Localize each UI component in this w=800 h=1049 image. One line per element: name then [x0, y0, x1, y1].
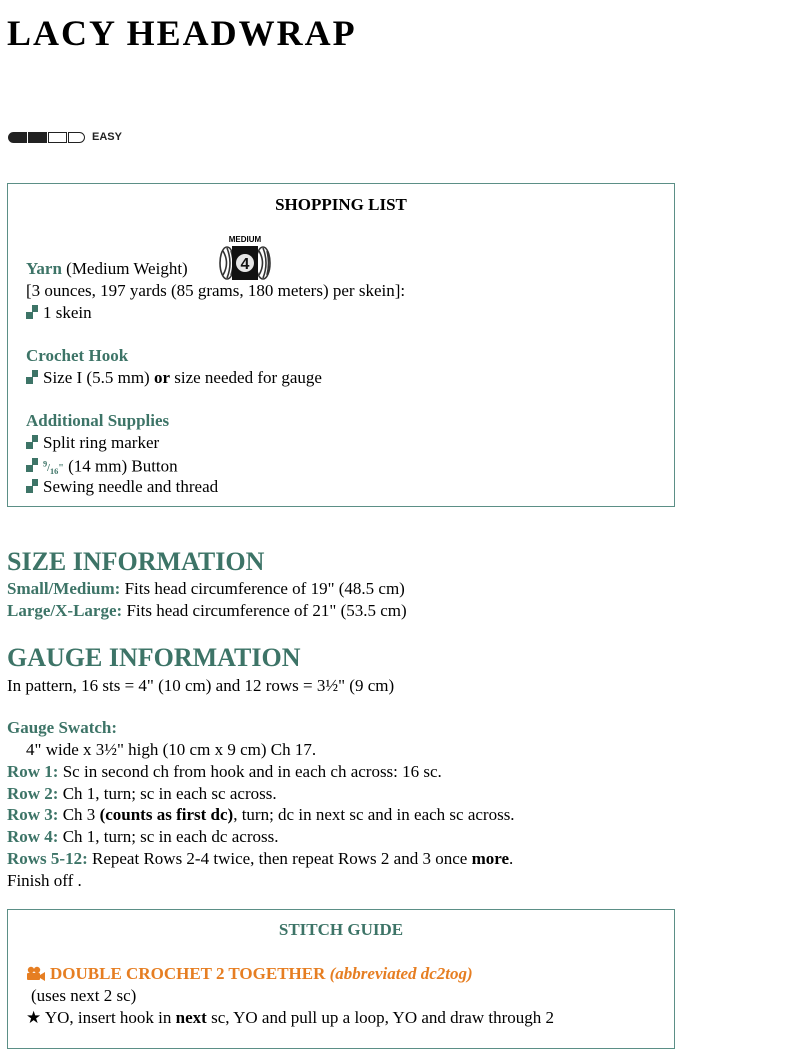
size-large-label: Large/X-Large:: [7, 601, 123, 620]
page-title: LACY HEADWRAP: [7, 13, 357, 53]
gauge-row-1: [7, 761, 442, 783]
row-label: Row 4:: [7, 827, 59, 846]
size-small-medium: [7, 578, 405, 600]
skill-level-indicator: [8, 131, 122, 143]
gauge-pattern-text: In pattern, 16 sts = 4" (10 cm) and 12 rows = 3½" (9 cm): [7, 676, 395, 695]
row-text: Repeat Rows 2-4 twice, then repeat Rows 2 and 3 once: [92, 849, 468, 868]
stitch-guide-heading: STITCH GUIDE: [278, 920, 404, 939]
button-fraction: $^9/_{16}$": [43, 460, 64, 477]
medium-weight-yarn-icon: [218, 235, 272, 283]
yarn-label: Yarn: [26, 259, 62, 278]
gauge-swatch-label: Gauge Swatch:: [7, 718, 118, 737]
step-text: ★ YO, insert hook in: [26, 1008, 172, 1027]
step-text: sc, YO and pull up a loop, YO and draw through 2: [211, 1008, 555, 1027]
yarn-symbol-number: 4: [240, 256, 250, 273]
gauge-information-heading: GAUGE INFORMATION: [7, 643, 301, 672]
dc2tog-step: [26, 1007, 554, 1029]
dc2tog-title: DOUBLE CROCHET 2 TOGETHER: [50, 964, 326, 983]
row-label: Row 3:: [7, 805, 59, 824]
skill-level-label: EASY: [92, 131, 122, 143]
dc2tog-abbreviation: (abbreviated dc2tog): [329, 964, 473, 983]
gauge-row-3: [7, 804, 515, 826]
square-bullet-icon: [26, 435, 38, 449]
video-camera-icon: [26, 966, 46, 981]
additional-supplies-label: Additional Supplies: [26, 411, 170, 430]
step-text-bold: next: [175, 1008, 207, 1027]
yarn-symbol-label: MEDIUM: [228, 235, 262, 244]
skill-level-segment-filled: [8, 132, 27, 143]
yarn-detail: [3 ounces, 197 yards (85 grams, 180 meters) per skein]:: [26, 281, 406, 300]
supply-sewing-needle: Sewing needle and thread: [43, 477, 219, 496]
supply-item: [26, 432, 159, 454]
row-label: Row 2:: [7, 784, 59, 803]
row-text: Ch 1, turn; sc in each sc across.: [62, 784, 277, 803]
size-large-text: Fits head circumference of 21" (53.5 cm): [126, 601, 407, 620]
row-text-bold: (counts as first dc): [99, 805, 234, 824]
stitch-guide-box: [7, 909, 675, 1049]
yarn-line: [26, 258, 188, 280]
row-label: Row 1:: [7, 762, 59, 781]
size-small-text: Fits head circumference of 19" (48.5 cm): [124, 579, 405, 598]
row-text: Ch 1, turn; sc in each dc across.: [62, 827, 279, 846]
crochet-hook-label: Crochet Hook: [26, 346, 129, 365]
skill-level-segment-empty: [68, 132, 85, 143]
crochet-hook-item: [26, 367, 322, 389]
row-label: Rows 5-12:: [7, 849, 88, 868]
row-text: , turn; dc in next sc and in each sc across.: [233, 805, 515, 824]
square-bullet-icon: [26, 479, 38, 493]
yarn-quantity-item: [26, 302, 92, 324]
hook-or: or: [153, 368, 170, 387]
size-small-label: Small/Medium:: [7, 579, 121, 598]
supply-split-ring-marker: Split ring marker: [43, 433, 160, 452]
square-bullet-icon: [26, 305, 38, 319]
row-text: .: [509, 849, 514, 868]
shopping-list-heading: SHOPPING LIST: [275, 195, 407, 214]
dc2tog-title-line: [26, 963, 473, 985]
square-bullet-icon: [26, 370, 38, 384]
hook-size: Size I (5.5 mm): [43, 368, 150, 387]
dc2tog-uses: (uses next 2 sc): [31, 986, 137, 1005]
row-text: Sc in second ch from hook and in each ch across: 16 sc.: [62, 762, 442, 781]
size-information-heading: SIZE INFORMATION: [7, 547, 265, 576]
gauge-rows-5-12: [7, 848, 513, 870]
supply-button: (14 mm) Button: [68, 456, 178, 476]
shopping-list-box: [7, 183, 675, 507]
yarn-quantity: 1 skein: [43, 303, 92, 322]
row-text: Ch 3: [62, 805, 96, 824]
gauge-row-2: [7, 783, 277, 805]
skill-level-segment-empty: [48, 132, 67, 143]
finish-off-text: Finish off .: [7, 871, 82, 890]
row-text-bold: more: [471, 849, 510, 868]
gauge-swatch-text: 4" wide x 3½" high (10 cm x 9 cm) Ch 17.: [26, 740, 317, 759]
size-large-xlarge: [7, 600, 407, 622]
supply-item: [26, 476, 218, 498]
hook-rest: size needed for gauge: [174, 368, 322, 387]
square-bullet-icon: [26, 458, 38, 472]
skill-level-segment-filled: [28, 132, 47, 143]
yarn-weight: (Medium Weight): [66, 259, 188, 278]
gauge-row-4: [7, 826, 278, 848]
